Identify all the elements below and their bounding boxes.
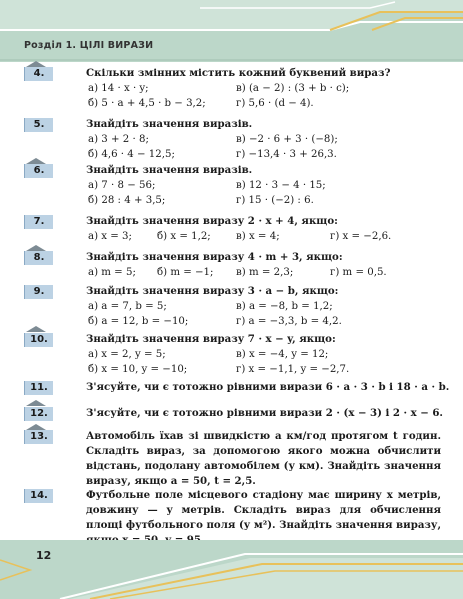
exercise-question: Знайдіть значення виразу 4 · m + 3, якщо: bbox=[86, 251, 343, 263]
exercise-number: 8. bbox=[24, 251, 53, 265]
answer-v: в) x = 4; bbox=[236, 231, 280, 242]
answer-v: в) m = 2,3; bbox=[236, 267, 294, 278]
exercise-number: 13. bbox=[24, 430, 53, 444]
footer-decoration bbox=[0, 540, 463, 599]
footer-band bbox=[0, 540, 463, 599]
answer-b: б) 4,6 · 4 − 12,5; bbox=[88, 149, 175, 160]
exercise-number: 10. bbox=[24, 333, 53, 347]
section-title: Розділ 1. ЦІЛІ ВИРАЗИ bbox=[24, 40, 154, 51]
answer-b: б) x = 1,2; bbox=[157, 231, 211, 242]
exercise-question: З'ясуйте, чи є тотожно рівними вирази 6 · a · 3 · b і 18 · a · b. bbox=[86, 381, 450, 393]
answer-g: г) x = −2,6. bbox=[330, 231, 392, 242]
marker-icon bbox=[26, 326, 46, 332]
exercise-question: Знайдіть значення виразів. bbox=[86, 164, 253, 176]
exercise-question: Футбольне поле місцевого стадіону має ширину x метрів, довжину — y метрів. Складіть вираз для обчислення площі футбольного поля (у м²). Знайдіть значення виразу, bbox=[86, 489, 441, 531]
exercise-question: Знайдіть значення виразу 3 · a − b, якщо: bbox=[86, 285, 339, 297]
marker-icon bbox=[26, 400, 46, 406]
answer-g: г) m = 0,5. bbox=[330, 267, 387, 278]
answer-a: а) 7 · 8 − 56; bbox=[88, 180, 156, 191]
answer-v: в) (a − 2) : (3 + b · c); bbox=[236, 83, 350, 94]
exercise-number: 12. bbox=[24, 407, 53, 421]
answer-g: г) 15 · (−2) : 6. bbox=[236, 195, 314, 206]
exercise-question: Автомобіль їхав зі швидкістю a км/год протягом t годин. Складіть вираз, за допомогою якого можна обчислити відстань, подолану автомобілем (у км). Знайдіть значення виразу, якщо a = 50, t = 2,5. bbox=[86, 430, 441, 487]
answer-b: б) a = 12, b = −10; bbox=[88, 316, 189, 327]
header-decoration bbox=[0, 0, 463, 62]
answer-b: б) x = 10, y = −10; bbox=[88, 364, 188, 375]
exercise-number: 14. bbox=[24, 489, 53, 503]
answer-v: в) −2 · 6 + 3 · (−8); bbox=[236, 134, 338, 145]
answer-v: в) a = −8, b = 1,2; bbox=[236, 301, 333, 312]
answer-a: а) a = 7, b = 5; bbox=[88, 301, 167, 312]
exercise-number: 7. bbox=[24, 215, 53, 229]
answer-a: а) 3 + 2 · 8; bbox=[88, 134, 149, 145]
answer-g: г) −13,4 · 3 + 26,3. bbox=[236, 149, 337, 160]
exercise-question: Скільки змінних містить кожний буквений вираз? bbox=[86, 67, 391, 79]
answer-g: г) a = −3,3, b = 4,2. bbox=[236, 316, 342, 327]
exercise-question: Знайдіть значення виразів. bbox=[86, 118, 253, 130]
answer-b: б) 5 · a + 4,5 · b − 3,2; bbox=[88, 98, 206, 109]
exercise-number: 9. bbox=[24, 285, 53, 299]
exercise-number: 11. bbox=[24, 381, 53, 395]
answer-a: а) 14 · x · y; bbox=[88, 83, 149, 94]
answer-g: г) x = −1,1, y = −2,7. bbox=[236, 364, 350, 375]
page-number: 12 bbox=[36, 549, 52, 562]
answer-v: в) x = −4, y = 12; bbox=[236, 349, 329, 360]
exercise-number: 5. bbox=[24, 118, 53, 132]
exercise-number: 6. bbox=[24, 164, 53, 178]
answer-v: в) 12 · 3 − 4 · 15; bbox=[236, 180, 326, 191]
answer-b: б) 28 : 4 + 3,5; bbox=[88, 195, 166, 206]
exercise-question: З'ясуйте, чи є тотожно рівними вирази 2 · (x − 3) і 2 · x − 6. bbox=[86, 407, 443, 419]
exercise-number: 4. bbox=[24, 67, 53, 81]
header-band bbox=[0, 0, 463, 62]
exercise-question: Знайдіть значення виразу 7 · x − y, якщо: bbox=[86, 333, 336, 345]
exercise-question: Знайдіть значення виразу 2 · x + 4, якщо: bbox=[86, 215, 338, 227]
answer-b: б) m = −1; bbox=[157, 267, 214, 278]
exercise-list bbox=[0, 62, 463, 542]
answer-g: г) 5,6 · (d − 4). bbox=[236, 98, 314, 109]
answer-a: а) x = 3; bbox=[88, 231, 132, 242]
answer-a: а) m = 5; bbox=[88, 267, 136, 278]
answer-a: а) x = 2, y = 5; bbox=[88, 349, 166, 360]
